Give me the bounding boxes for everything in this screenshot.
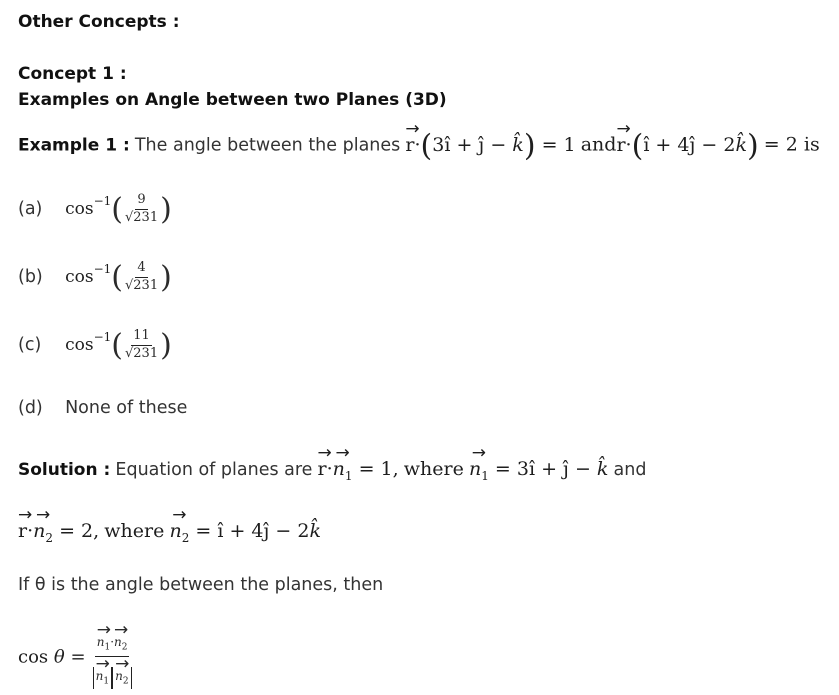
topic-heading: Examples on Angle between two Planes (3D) <box>18 90 447 110</box>
option-b-fn: cos <box>65 267 94 287</box>
normal-2-definition: → $n_2$ = î + 4ĵ − 2k̂ <box>169 520 321 542</box>
example-question <box>18 128 820 163</box>
concept-heading: Concept 1 : <box>18 64 127 84</box>
option-a-fn: cos <box>65 199 94 219</box>
option-d-text: None of these <box>65 398 188 418</box>
solution-where-2: where <box>104 520 165 542</box>
option-a: (a) $\cos^{-1}$( $\frac{9}{√231}$ ) <box>18 192 172 227</box>
option-b-exp: −1 <box>93 262 112 276</box>
theta-statement: If θ is the angle between the planes, then <box>18 575 384 595</box>
option-c-fn: cos <box>65 335 94 355</box>
solution-text: Equation of planes are <box>115 460 313 480</box>
solution-line-1 <box>18 458 646 483</box>
option-a-den: √231 <box>125 210 159 225</box>
normal-1-definition: → $n_1$ = 3î + ĵ − k̂ <box>469 458 608 480</box>
option-b-fraction <box>125 261 158 294</box>
plane-1-equation: → r·(3î + ĵ − k̂) = 1 <box>405 134 575 156</box>
option-c-num: 11 <box>131 329 152 346</box>
option-c-exp: −1 <box>93 330 112 344</box>
option-c-fraction <box>125 329 158 362</box>
cos-theta-fraction: → $n_1\cdot\to n_2$ → $n_1\to n_2$ <box>93 625 132 689</box>
solution-where-1: where <box>403 458 464 480</box>
option-a-fraction <box>125 193 158 226</box>
example-label: Example 1 : <box>18 135 130 156</box>
option-a-num: 9 <box>135 193 147 210</box>
option-c-den: √231 <box>125 346 159 361</box>
other-concepts-heading: Other Concepts : <box>18 12 180 32</box>
option-b: (b) $\cos^{-1}$( $\frac{4}{√231}$ ) <box>18 260 172 295</box>
option-d <box>18 398 187 418</box>
option-c-label: (c) <box>18 335 42 355</box>
option-b-label: (b) <box>18 267 43 287</box>
option-d-label: (d) <box>18 398 43 418</box>
solution-label: Solution : <box>18 460 111 480</box>
option-c: (c) $\cos^{-1}$( $\frac{11}{√231}$ ) <box>18 328 172 363</box>
example-and: and <box>580 133 617 156</box>
option-a-exp: −1 <box>93 194 112 208</box>
option-a-label: (a) <box>18 199 43 219</box>
example-is: = 2 is <box>763 133 820 156</box>
plane-2-vector-form: → $r\cdot\to n_2 = 2$, <box>18 520 99 542</box>
option-b-den: √231 <box>125 278 159 293</box>
option-b-num: 4 <box>135 261 147 278</box>
solution-and: and <box>613 460 647 480</box>
cos-theta-formula: cos θ = → $n_1\cdot\to n_2$ → $n_1\to n_2$ <box>18 625 134 689</box>
plane-1-vector-form: → $r\cdot\to n_1 = 1$, <box>318 458 399 480</box>
solution-line-2 <box>18 520 321 545</box>
example-text: The angle between the planes <box>134 135 401 156</box>
plane-2-equation: → r·(î + 4ĵ − 2k̂) <box>616 134 758 156</box>
